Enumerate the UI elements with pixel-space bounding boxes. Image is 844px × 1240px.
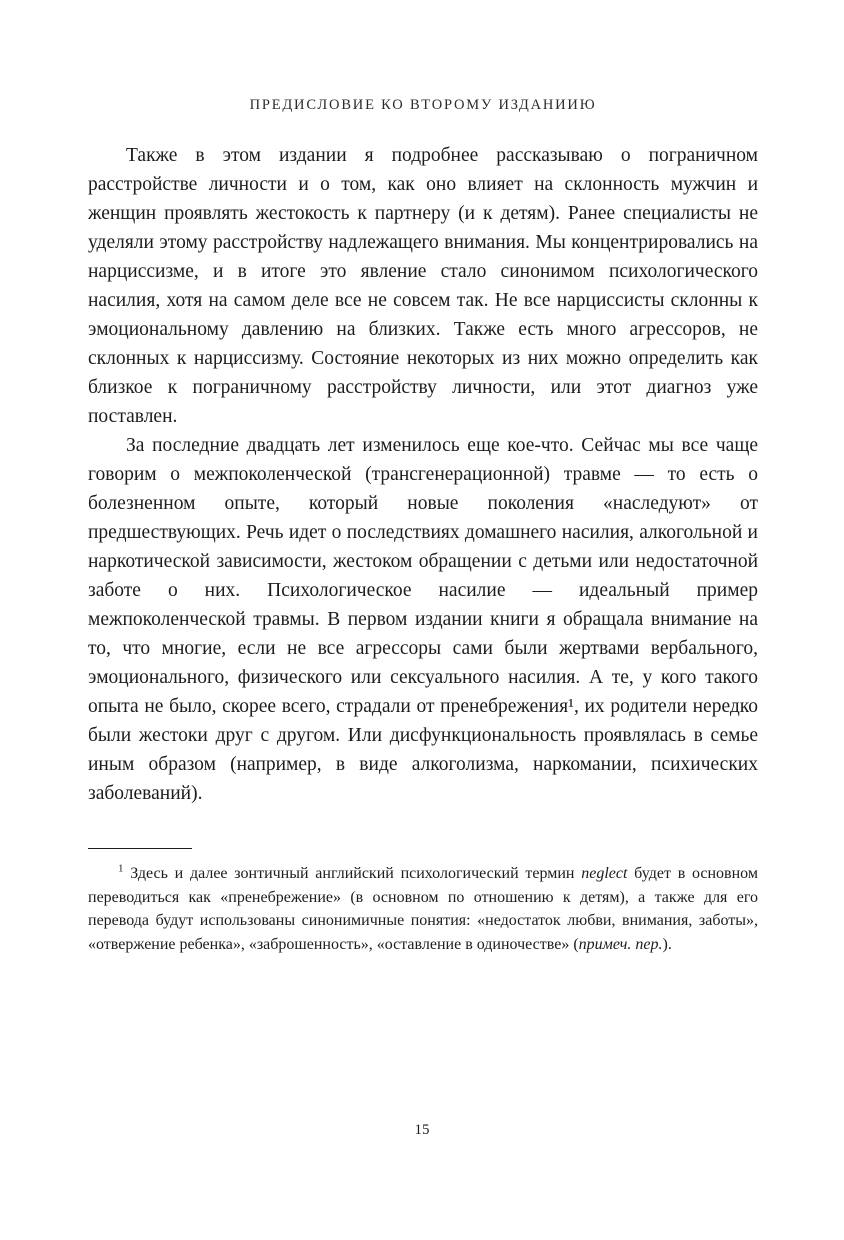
footnote (88, 848, 758, 956)
footnote-term: neglect (581, 865, 628, 882)
footnote-segment-2: будет в основном переводиться как «пренебрежение» (в основном по отношению к детям), а также для его перевода будут использованы синонимичные понятия: «недостаток любви, внимания, заботы», «отвержение ребенка», «заброшенность», «оставление в одиночестве» ( (88, 865, 758, 953)
footnote-segment-3: ). (662, 935, 672, 953)
footnote-translator-note: примеч. пер. (578, 935, 663, 953)
page-number: 15 (414, 1122, 430, 1138)
paragraph-1: Также в этом издании я подробнее рассказываю о пограничном расстройстве личности и о том, как оно влияет на склонность мужчин и женщин проявлять жестокость к партнеру (и к детям). Ранее специалисты не уделяли этому расстройству надлежащего внимания. Мы концентрировались на нарциссизме, и в итоге это явление стало синонимом психологического насилия, хотя на самом деле все не совсем так. Не все нарциссисты склонны к эмоциональному давлению на близких. Также есть много агрессоров, не склонных к нарциссизму. Состояние некоторых из них можно определить как близкое к пограничному расстройству личности, или этот диагноз уже поставлен. (88, 145, 758, 427)
running-head: ПРЕДИСЛОВИЕ КО ВТОРОМУ ИЗДАНИИЮ (249, 97, 597, 113)
footnote-rule (88, 848, 192, 849)
footnote-text (88, 862, 758, 956)
footnote-marker: 1 (118, 862, 124, 875)
footnote-segment-1: Здесь и далее зонтичный английский психологический термин (123, 865, 582, 882)
body-text (88, 141, 758, 808)
paragraph-2: За последние двадцать лет изменилось еще кое-что. Сейчас мы все чаще говорим о межпоколенческой (трансгенерационной) травме — то есть о болезненном опыте, который новые поколения «наследуют» от предшествующих. Речь идет о последствиях домашнего насилия, алкогольной и наркотической зависимости, жестоком обращении с детьми или недостаточной заботе о них. Психологическое насилие — идеальный пример межпоколенческой травмы. В первом издании книги я обращала внимание на то, что многие, если не все агрессоры сами были жертвами вербального, эмоционального, физического или сексуального насилия. А те, у кого такого опыта не было, скорее всего, страдали от пренебрежения¹, их родители нередко были жестоки друг с другом. Или дисфункциональность проявлялась в семье иным образом (например, в виде алкоголизма, наркомании, психических заболеваний). (88, 435, 758, 804)
